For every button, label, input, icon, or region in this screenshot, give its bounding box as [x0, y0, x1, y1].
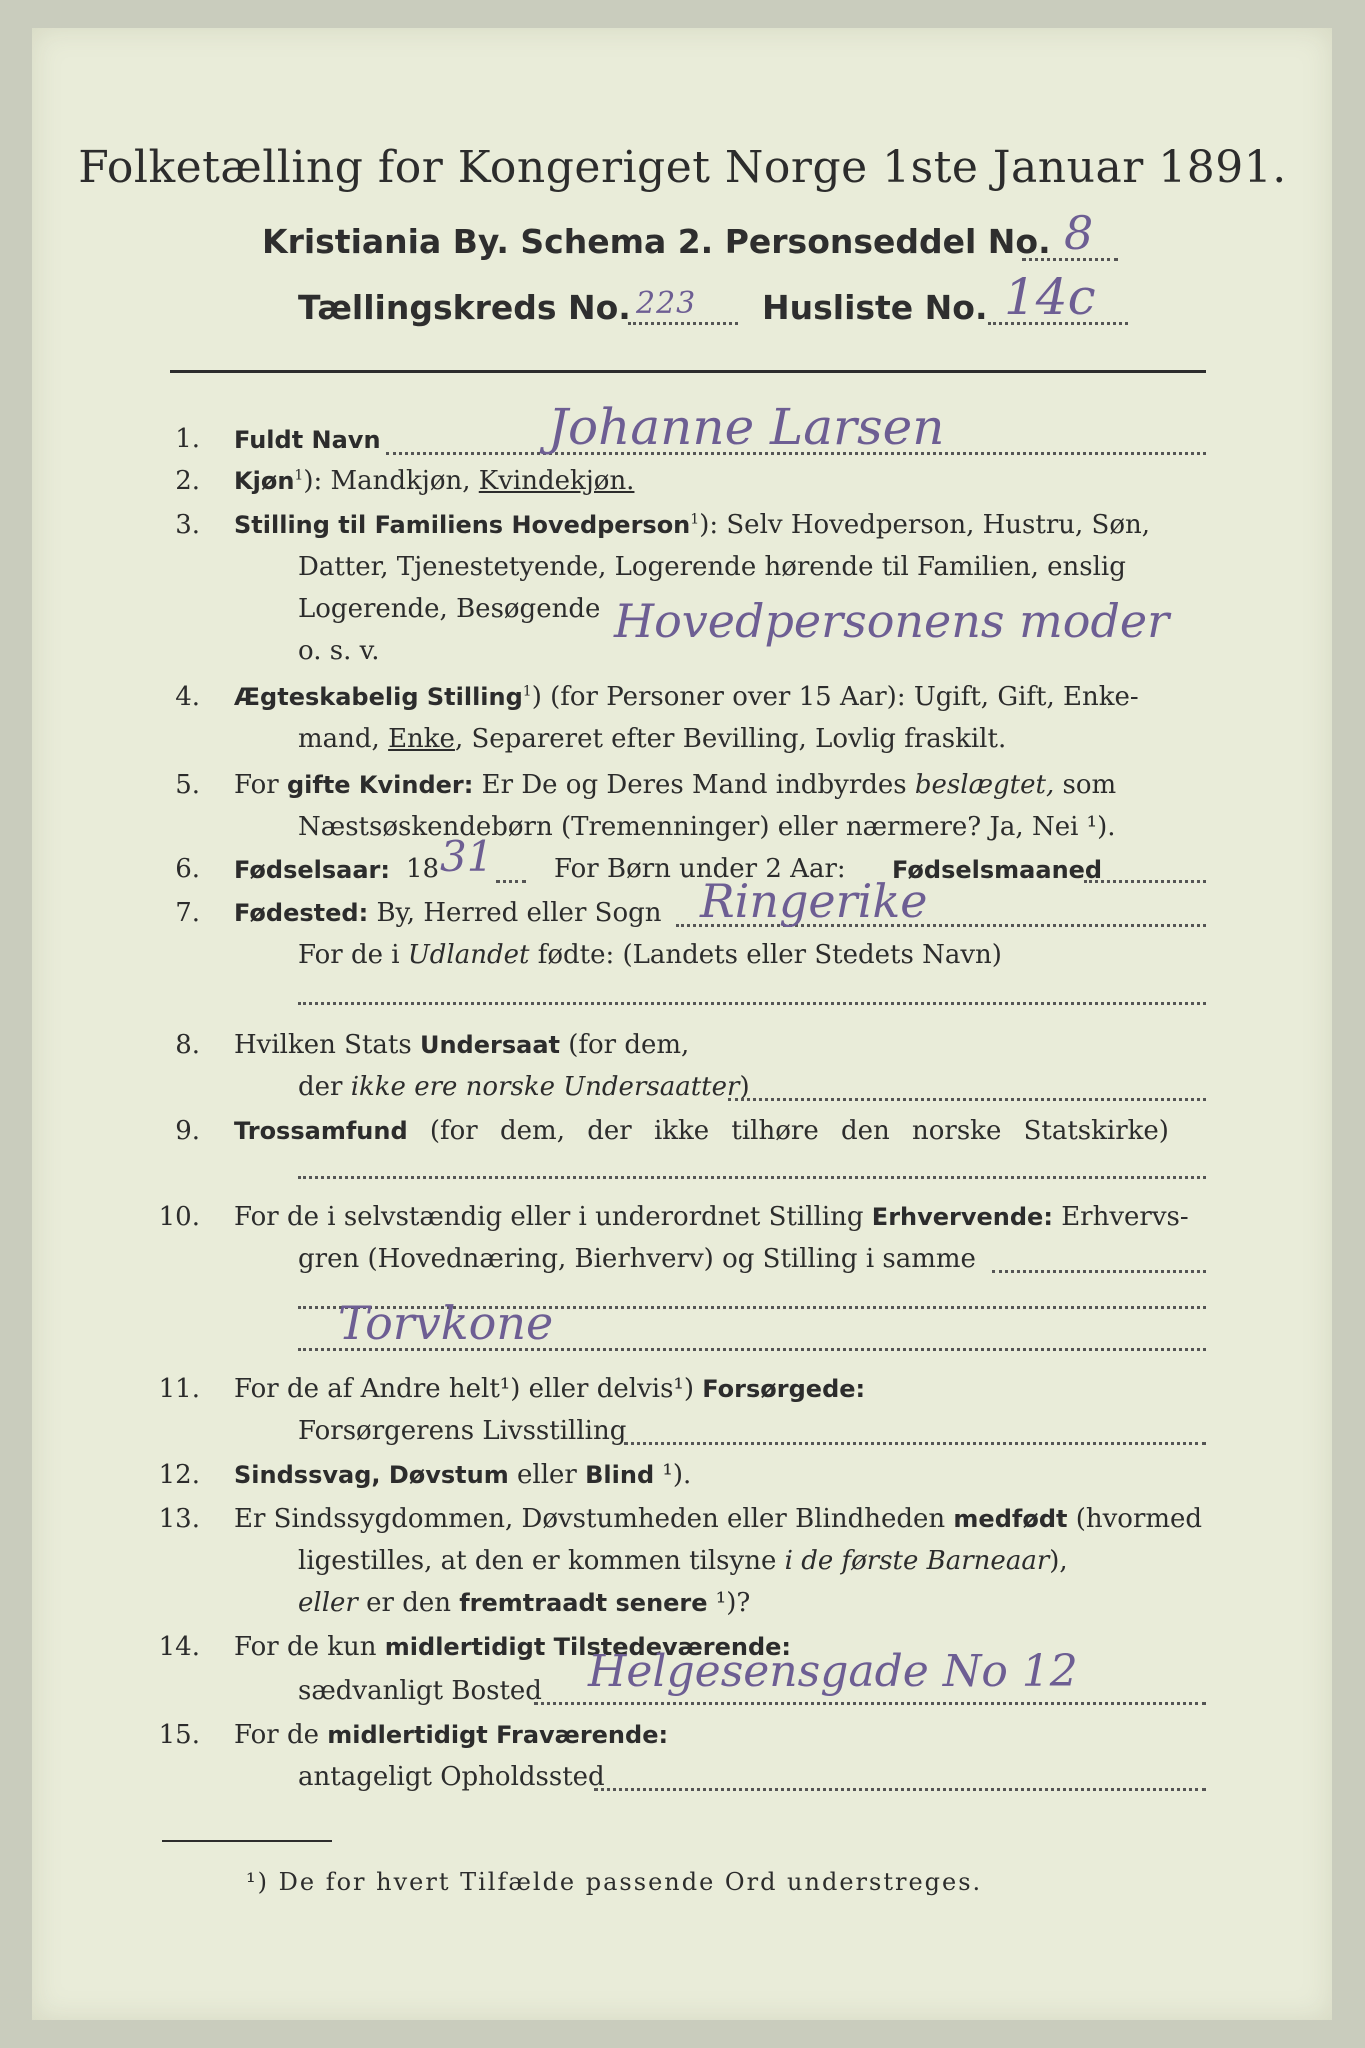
field-2-label: Kjøn [234, 467, 295, 495]
field-13-line2-c: ), [1049, 1546, 1068, 1576]
field-13-line-2 [298, 1546, 1068, 1576]
taellingskreds-number: 223 [636, 286, 697, 321]
field-5-line1-d: beslægtet, [914, 770, 1055, 800]
field-7-line2-a: For de i [298, 940, 408, 970]
field-14-line-2: sædvanligt Bosted [298, 1676, 542, 1706]
field-5-line1-a: For [234, 770, 287, 800]
header-divider [170, 370, 1206, 373]
footnote: ¹) De for hvert Tilfælde passende Ord understreges. [246, 1868, 983, 1896]
field-3-line1-rest: ): Selv Hovedperson, Hustru, Søn, [699, 510, 1151, 540]
field-12-rest: ¹). [654, 1460, 692, 1490]
field-7-rest: By, Herred eller Sogn [368, 898, 662, 928]
field-14-dots [534, 1702, 1206, 1705]
field-7-line2-c: fødte: (Landets eller Stedets Navn) [529, 940, 1002, 970]
field-6-number: 6. [175, 854, 200, 884]
field-4-line1-rest: ) (for Personer over 15 Aar): Ugift, Gift, Enke- [531, 682, 1139, 712]
field-8-line-1 [234, 1030, 689, 1060]
field-5-line-2: Næstsøskendebørn (Tremenninger) eller nærmere? Ja, Nei ¹). [298, 812, 1116, 842]
field-13-line3-c: fremtraadt senere [459, 1589, 708, 1617]
field-15-line-2: antageligt Opholdssted [298, 1762, 605, 1792]
field-9-dots [298, 1176, 1206, 1179]
field-3-line-3: Logerende, Besøgende [298, 594, 601, 624]
field-12-line-1 [234, 1460, 691, 1490]
field-8-line2-c: ) [739, 1072, 750, 1102]
schema-line [262, 222, 1051, 261]
field-10-line1-b: Erhvervende: [871, 1203, 1053, 1231]
field-3-sup: 1 [690, 511, 700, 528]
taellingskreds-dots [628, 322, 738, 325]
field-4-line-2 [298, 724, 1006, 754]
field-13-line3-b: er den [357, 1588, 460, 1618]
field-10-dots [992, 1270, 1206, 1273]
field-7-line-2 [298, 940, 1002, 970]
field-8-dots [728, 1098, 1206, 1101]
field-13-line3-d: ¹)? [707, 1588, 751, 1618]
field-14-number: 14. [158, 1632, 200, 1662]
field-10-number: 10. [158, 1202, 200, 1232]
field-5-line-1 [234, 770, 1116, 800]
field-8-line1-b: Undersaat [419, 1031, 560, 1059]
field-2-number: 2. [175, 466, 200, 496]
field-6-value: 31 [440, 832, 494, 881]
footnote-divider [162, 1840, 332, 1842]
field-4-sup: 1 [522, 683, 532, 700]
field-2-options-a: ): Mandkjøn, [303, 466, 479, 496]
field-1-label: Fuldt Navn [234, 426, 381, 454]
field-13-line2-a: ligestilles, at den er kommen tilsyne [298, 1546, 785, 1576]
field-8-line2-a: der [298, 1072, 351, 1102]
field-15-line1-b: midlertidigt Fraværende: [327, 1721, 669, 1749]
field-13-line3-a: eller [298, 1588, 358, 1618]
field-15-dots [594, 1788, 1206, 1791]
field-15-line-1 [234, 1720, 668, 1750]
field-4-line2-c: , Separeret efter Bevilling, Lovlig fraskilt. [454, 724, 1007, 754]
field-3-line-4: o. s. v. [298, 636, 380, 666]
field-12-mid: eller [508, 1460, 586, 1490]
taellingskreds-label: Tællingskreds No. [298, 288, 631, 327]
personseddel-number: 8 [1064, 206, 1094, 260]
field-9-rest: (for dem, der ikke tilhøre den norske Statskirke) [407, 1116, 1169, 1146]
field-5-number: 5. [175, 770, 200, 800]
field-2-options-b: Kvindekjøn. [478, 466, 635, 496]
field-3-line-1 [234, 510, 1150, 540]
field-2-sup: 1 [294, 467, 304, 484]
field-6-dots-2 [1084, 880, 1206, 883]
field-10-value: Torvkone [338, 1296, 554, 1350]
husliste-number: 14c [1004, 268, 1096, 326]
field-4-line-1 [234, 682, 1139, 712]
field-13-number: 13. [158, 1504, 200, 1534]
field-15-number: 15. [158, 1720, 200, 1750]
field-11-line-1 [234, 1374, 865, 1404]
field-6-prefix: 18 [406, 854, 440, 884]
field-10-line-2: gren (Hovednæring, Bierhverv) og Stilling i samme [298, 1244, 976, 1274]
field-8-line-2 [298, 1072, 750, 1102]
field-6-label2: Fødselsmaaned [892, 856, 1103, 884]
field-6-mid: For Børn under 2 Aar: [554, 854, 846, 884]
field-7-dots-2 [298, 1002, 1206, 1005]
field-4-line2-b: Enke [388, 724, 455, 754]
field-8-line1-c: (for dem, [559, 1030, 690, 1060]
census-form-sheet [32, 28, 1332, 2020]
field-9-line-1 [234, 1116, 1169, 1146]
field-15-line1-a: For de [234, 1720, 328, 1750]
field-11-line1-b: Forsørgede: [702, 1375, 866, 1403]
field-7-line2-b: Udlandet [407, 940, 530, 970]
field-13-line-1 [234, 1504, 1202, 1534]
field-12-label2: Blind [585, 1461, 655, 1489]
form-title: Folketælling for Kongeriget Norge 1ste Januar 1891. [78, 142, 1287, 193]
field-5-line1-b: gifte Kvinder: [286, 771, 474, 799]
field-5-line1-e: som [1054, 770, 1117, 800]
field-12-number: 12. [158, 1460, 200, 1490]
husliste-label: Husliste No. [762, 288, 988, 327]
field-12-label: Sindssvag, Døvstum [234, 1461, 509, 1489]
field-6-dots [496, 880, 526, 883]
field-11-number: 11. [158, 1374, 200, 1404]
field-3-value: Hovedpersonens moder [614, 594, 1170, 648]
field-9-label: Trossamfund [234, 1117, 408, 1145]
field-7-value: Ringerike [700, 874, 928, 928]
field-14-value: Helgesensgade No 12 [588, 1646, 1078, 1697]
field-2-text [234, 466, 634, 496]
field-10-line1-a: For de i selvstændig eller i underordnet Stilling [234, 1202, 872, 1232]
field-5-line1-c: Er De og Deres Mand indbyrdes [473, 770, 915, 800]
field-9-number: 9. [175, 1116, 200, 1146]
field-3-number: 3. [175, 510, 200, 540]
field-14-line1-b: midlertidigt Tilstedeværende: [384, 1633, 792, 1661]
field-13-line1-c: (hvormed [1067, 1504, 1203, 1534]
field-8-number: 8. [175, 1030, 200, 1060]
field-11-line-2: Forsørgerens Livsstilling [298, 1416, 627, 1446]
field-7-label: Fødested: [234, 899, 369, 927]
field-11-dots [624, 1442, 1206, 1445]
field-7-number: 7. [175, 898, 200, 928]
field-13-line-3 [298, 1588, 750, 1618]
field-8-line1-a: Hvilken Stats [234, 1030, 420, 1060]
field-11-line1-a: For de af Andre helt¹) eller delvis¹) [234, 1374, 703, 1404]
field-3-line-2: Datter, Tjenestetyende, Logerende hørende til Familien, enslig [298, 552, 1126, 582]
field-10-line1-c: Erhvervs- [1052, 1202, 1189, 1232]
schema-line-label: Kristiania By. Schema 2. Personseddel No. [262, 222, 1051, 261]
field-7-line-1 [234, 898, 662, 928]
field-3-label: Stilling til Familiens Hovedperson [234, 511, 691, 539]
field-4-number: 4. [175, 682, 200, 712]
field-1-number: 1. [175, 424, 200, 454]
field-4-line2-a: mand, [298, 724, 389, 754]
field-13-line2-b: i de første Barneaar [784, 1546, 1050, 1576]
field-10-line-1 [234, 1202, 1189, 1232]
field-6-label: Fødselsaar: [234, 856, 390, 884]
field-1-value: Johanne Larsen [548, 398, 945, 456]
field-4-label: Ægteskabelig Stilling [234, 683, 523, 711]
field-13-line1-a: Er Sindssygdommen, Døvstumheden eller Blindheden [234, 1504, 954, 1534]
field-8-line2-b: ikke ere norske Undersaatter [350, 1072, 740, 1102]
field-14-line1-a: For de kun [234, 1632, 385, 1662]
field-13-line1-b: medfødt [953, 1505, 1068, 1533]
